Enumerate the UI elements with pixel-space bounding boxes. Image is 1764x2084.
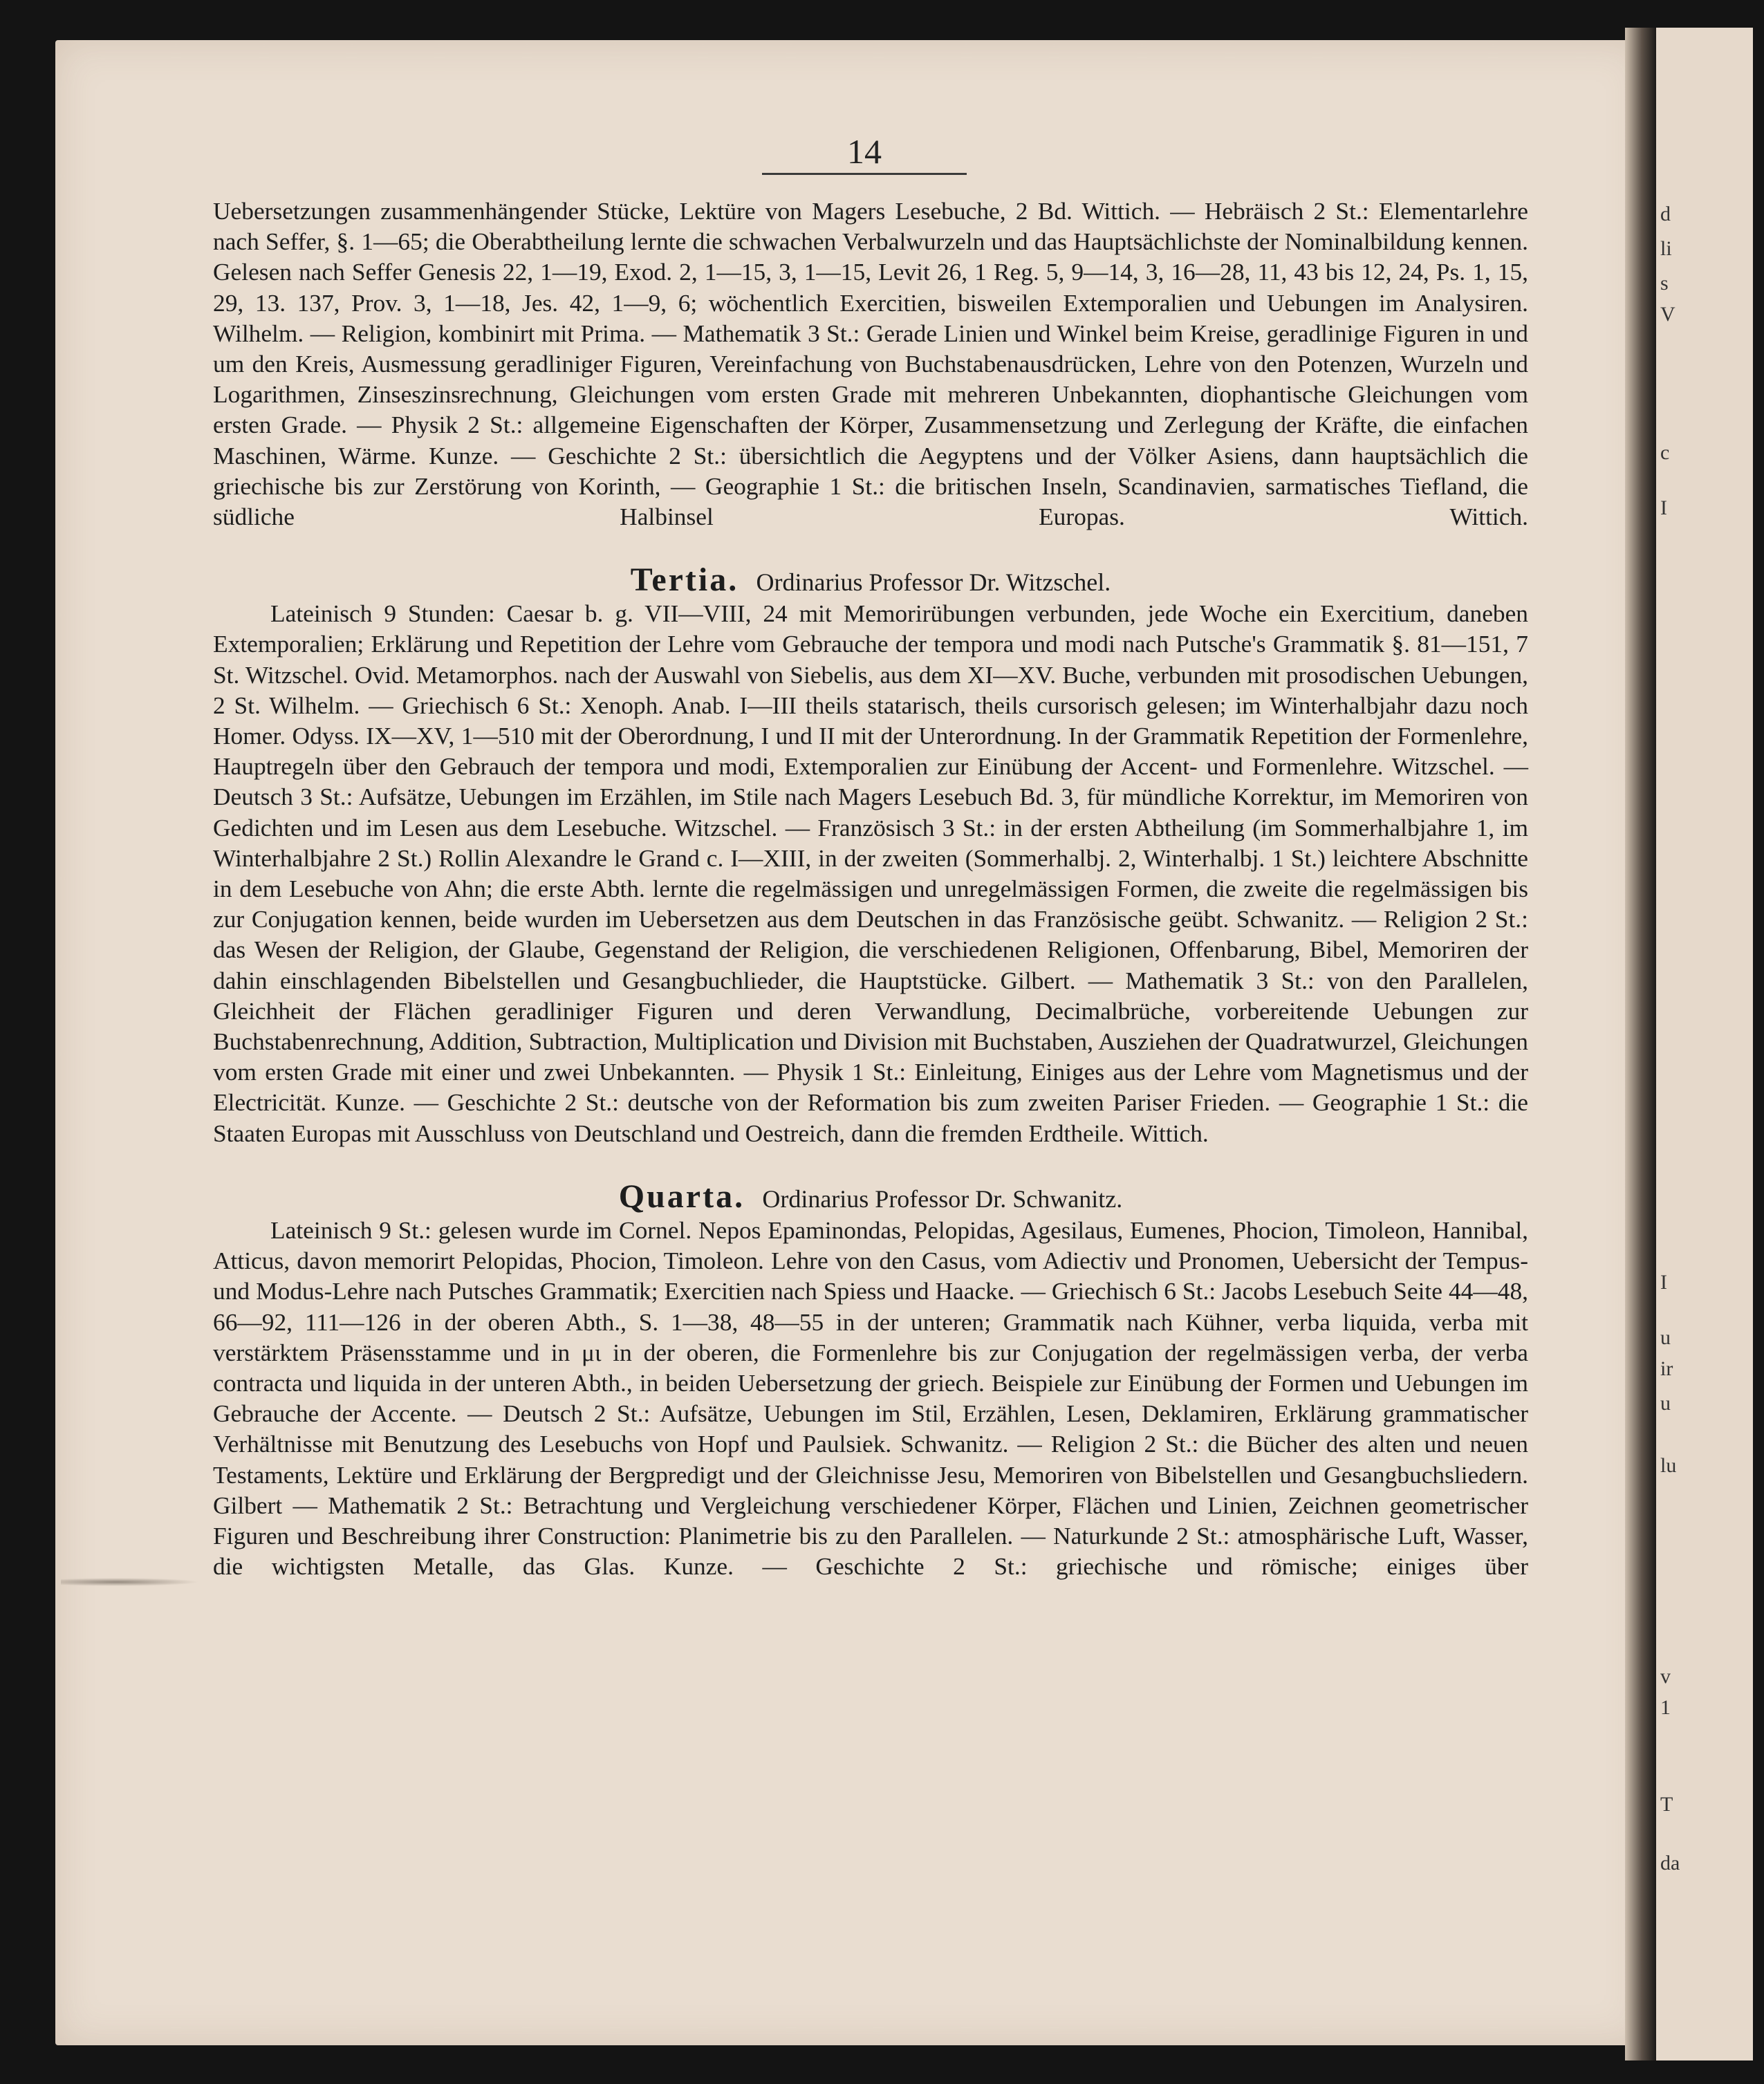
facing-page-letter: u (1660, 1326, 1671, 1349)
facing-page-letter: c (1660, 441, 1670, 464)
section-heading-quarta (213, 1148, 1528, 1215)
facing-page-letter: V (1660, 303, 1675, 326)
page-number: 14 (847, 132, 882, 171)
continuation-paragraph: Uebersetzungen zusammenhängender Stücke, Lektüre von Magers Lesebuche, 2 Bd. Wittich. — Hebräisch 2 St.: Elementarlehre nach Seffer, §. 1—65; die Oberabtheilung lernte die schwachen Verbalwurzeln und das Hauptsächlichste der Nominalbildung kennen. Gelesen nach Seffer Genesis 22, 1—19, Exod. 2, 1—15, 3, 1—15, Levit 26, 1 Reg. 5, 9—14, 3, 16—28, 11, 43 bis 12, 24, Ps. 1, 15, 29, 13. 137, Prov. 3, 1—18, Jes. 42, 1—9, 6; wöchentlich Exercitien, bisweilen Extemporalien und Uebungen im Analysiren. Wilhelm. — Religion, kombinirt mit Prima. — Mathematik 3 St.: Gerade Linien und Winkel beim Kreise, geradlinige Figuren in und um den Kreis, Ausmessung geradliniger Figuren, Vereinfachung von Buchstabenausdrücken, Lehre von den Potenzen, Wurzeln und Logarithmen, Zinseszinsrechnung, Gleichungen vom ersten Grade mit mehreren Unbekannten, diophantische Gleichungen vom ersten Grade. — Physik 2 St.: allgemeine Eigenschaften der Körper, Zusammensetzung und Zerlegung der Kräfte, die einfachen Maschinen, Wärme. Kunze. — Geschichte 2 St.: übersichtlich die Aegyptens und der Völker Asiens, dann hauptsächlich die griechische bis zur Zerstörung von Korinth, — Geographie 1 St.: die britischen Inseln, Scandinavien, sarmatisches Tiefland, die südliche Halbinsel Europas. Wittich. (213, 197, 1528, 531)
facing-page-letter: d (1660, 203, 1671, 225)
facing-page-letter: v (1660, 1665, 1671, 1688)
facing-page-letter: s (1660, 272, 1669, 295)
facing-page-letter: ir (1660, 1357, 1673, 1380)
book-gutter (1625, 28, 1656, 2060)
section-ordinarius: Ordinarius Professor Dr. Witzschel. (756, 568, 1111, 597)
tertia-paragraph: Lateinisch 9 Stunden: Caesar b. g. VII—VIII, 24 mit Memorirübungen verbunden, jede Woche ein Exercitium, daneben Extemporalien; Erklärung und Repetition der Lehre vom Gebrauche der tempora und modi nach Putsche's Grammatik §. 81—151, 7 St. Witzschel. Ovid. Metamorphos. nach der Auswahl von Siebelis, aus dem XI—XV. Buche, verbunden mit prosodischen Uebungen, 2 St. Wilhelm. — Griechisch 6 St.: Xenoph. Anab. I—III theils statarisch, theils cursorisch gelesen; im Winterhalbjahr dazu noch Homer. Odyss. IX—XV, 1—510 mit der Oberordnung, I und II mit der Unterordnung. In der Grammatik Repetition der Formenlehre, Hauptregeln über den Gebrauch der tempora und modi, Extemporalien zur Einübung der Accent- und Formenlehre. Witzschel. — Deutsch 3 St.: Aufsätze, Uebungen im Erzählen, im Stile nach Magers Lesebuch Bd. 3, für mündliche Korrektur, im Memoriren von Gedichten und im Lesen aus dem Lesebuche. Witzschel. — Französisch 3 St.: in der ersten Abtheilung (im Sommerhalbjahre 1, im Winterhalbjahre 2 St.) Rollin Alexandre le Grand c. I—XIII, in der zweiten (Sommerhalbj. 2, Winterhalbj. 1 St.) leichtere Abschnitte in dem Lesebuche von Ahn; die erste Abth. lernte die regelmässigen und unregelmässigen Formen, die zweite die regelmässigen bis zur Conjugation kennen, beide wurden im Uebersetzen aus dem Deutschen in das Französische geübt. Schwanitz. — Religion 2 St.: das Wesen der Religion, der Glaube, Gegenstand der Religion, die verschiedenen Religionen, Offenbarung, Bibel, Memoriren der dahin einschlagenden Bibelstellen und Gesangbuchlieder, die Hauptstücke. Gilbert. — Mathematik 3 St.: von den Parallelen, Gleichheit der Flächen geradliniger Figuren und deren Verwandlung, Decimalbrüche, vorbereitende Uebungen zur Buchstabenrechnung, Addition, Subtraction, Multiplication und Division mit Buchstaben, Ausziehen der Quadratwurzel, Gleichungen vom ersten Grade mit einer und zwei Unbekannten. — Physik 1 St.: Einleitung, Einiges aus der Lehre vom Magnetismus und der Electricität. Kunze. — Geschichte 2 St.: deutsche von der Reformation bis zum zweiten Pariser Frieden. — Geographie 1 St.: die Staaten Europas mit Ausschluss von Deutschland und Oestreich, dann die fremden Erdtheile. Wittich. (213, 599, 1528, 1147)
section-title: Tertia. (630, 561, 739, 599)
facing-page-letter: I (1660, 1271, 1667, 1294)
header-rule (762, 173, 967, 175)
facing-page-letter: T (1660, 1793, 1673, 1816)
facing-page-letter: I (1660, 496, 1667, 519)
facing-page-edge (1656, 28, 1753, 2060)
facing-page-letter: li (1660, 237, 1672, 260)
facing-page-letter: 1 (1660, 1696, 1671, 1719)
quarta-paragraph: Lateinisch 9 St.: gelesen wurde im Cornel. Nepos Epaminondas, Pelopidas, Agesilaus, Eumenes, Phocion, Timoleon, Hannibal, Atticus, davon memorirt Pelopidas, Phocion, Timoleon. Lehre von den Casus, vom Adiectiv und Pronomen, Uebersicht der Tempus- und Modus-Lehre nach Putsches Grammatik; Exercitien nach Spiess und Haacke. — Griechisch 6 St.: Jacobs Lesebuch Seite 44—48, 66—92, 111—126 in der oberen Abth., S. 1—38, 48—55 in der unteren; Grammatik nach Kühner, verba liquida, verba mit verstärktem Präsensstamme und in μι in der oberen, die Formenlehre bis zur Conjugation der regelmässigen verba, der verba contracta und liquida in der unteren Abth., in beiden Uebersetzung der griech. Beispiele zur Einübung der Formen und Uebungen im Gebrauche der Accente. — Deutsch 2 St.: Aufsätze, Uebungen im Stil, Erzählen, Lesen, Deklamiren, Erklärung grammatischer Verhältnisse mit Benutzung des Lesebuchs von Hopf und Paulsiek. Schwanitz. — Religion 2 St.: die Bücher des alten und neuen Testaments, Lektüre und Erklärung der Bergpredigt und der Gleichnisse Jesu, Memoriren von Bibelstellen und Gesangbuchsliedern. Gilbert — Mathematik 2 St.: Betrachtung und Vergleichung verschiedener Körper, Flächen und Linien, Zeichnen geometrischer Figuren und Beschreibung ihrer Construction: Planimetrie bis zu den Parallelen. — Naturkunde 2 St.: atmosphärische Luft, Wasser, die wichtigsten Metalle, das Glas. Kunze. — Geschichte 2 St.: griechische und römische; einiges über (213, 1216, 1528, 1581)
section-heading-tertia (213, 532, 1528, 598)
facing-page-letter: da (1660, 1852, 1680, 1874)
page-body (213, 196, 1528, 1581)
facing-page-letter: u (1660, 1392, 1671, 1415)
facing-page-letter: lu (1660, 1454, 1677, 1477)
section-ordinarius: Ordinarius Professor Dr. Schwanitz. (762, 1184, 1123, 1213)
page-edge-stain (61, 1578, 199, 1586)
section-title: Quarta. (618, 1178, 745, 1215)
